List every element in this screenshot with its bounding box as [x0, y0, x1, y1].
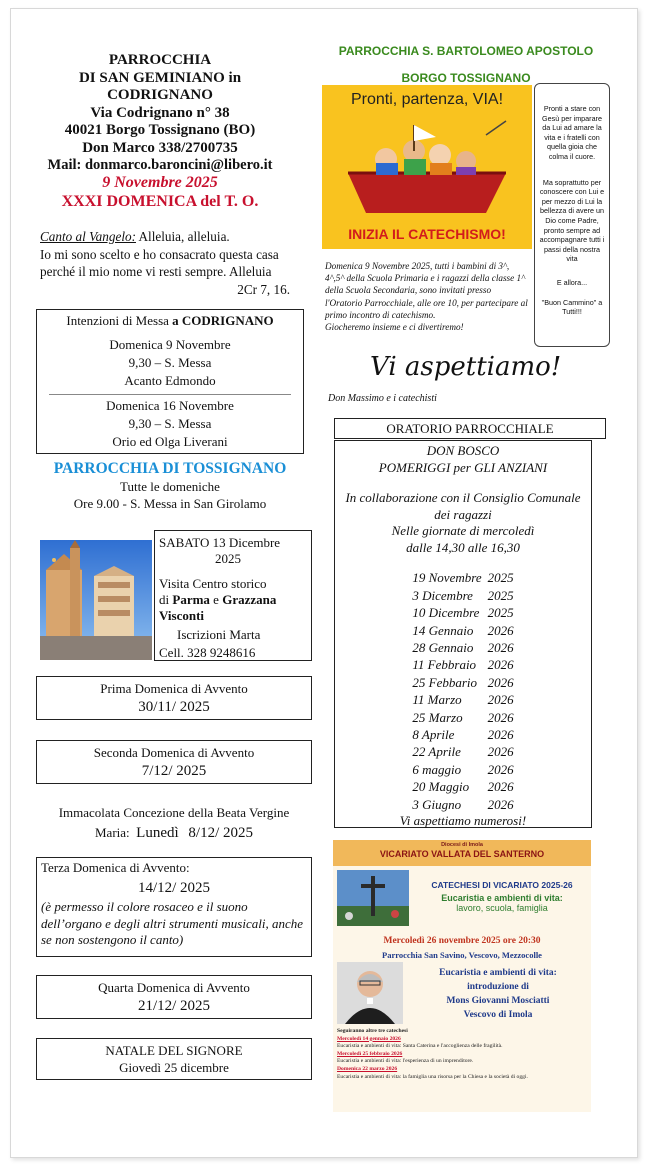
bulletin-date: 9 Novembre 2025	[102, 174, 218, 191]
catechesi-block	[415, 880, 589, 913]
oratorio-title: ORATORIO PARROCCHIALE	[334, 418, 606, 439]
terza-avvento-label: Terza Domenica di Avvento:	[41, 860, 190, 875]
date-cell: 25 Febbario	[412, 674, 478, 690]
quarta-avvento-label: Quarta Domenica di Avvento	[98, 980, 250, 995]
place-grazzana: Grazzana	[222, 592, 277, 607]
date-cell: 28 Gennaio	[412, 640, 474, 655]
table-row	[412, 640, 513, 657]
follow-date: Mercoledì 14 gennaio 2026	[337, 1035, 401, 1042]
prima-avvento-box	[36, 676, 312, 720]
terza-avvento-box	[36, 857, 312, 957]
sabato-year: 2025	[215, 551, 241, 566]
quarta-avvento-date: 21/12/ 2025	[137, 998, 211, 1014]
invite-text: Domenica 9 Novembre 2025, tutti i bambini di 3^, 4^,5^ della Scuola Primaria e i ragazzi della classe 1^ della Scuola Secondaria, sono invitati presso l'Oratorio Parrocchiale, alle ore 10, per partecipare al primo incontro di catechismo.	[325, 261, 528, 320]
place-visconti: Visconti	[159, 608, 205, 623]
date-cell: 8 Aprile	[412, 726, 455, 742]
year-cell: 2026	[487, 622, 514, 638]
catechesi-sub: Eucaristia e ambienti di vita:	[441, 893, 563, 903]
canto-ref: 2Cr 7, 16.	[237, 281, 290, 297]
sabato-e: e	[209, 592, 223, 607]
quarta-avvento-box	[36, 975, 312, 1019]
oratorio-line: In collaborazione con il Consiglio Comunale	[345, 490, 581, 505]
signature: Don Massimo e i catechisti	[328, 393, 437, 404]
seconda-avvento-date: 7/12/ 2025	[141, 763, 207, 779]
header-line: PARROCCHIA	[108, 52, 212, 68]
immacolata-date: 8/12/ 2025	[188, 825, 253, 841]
sabato-visit: Visita Centro storico	[159, 576, 267, 591]
header-line: 40021 Borgo Tossignano (BO)	[64, 122, 256, 138]
year-cell: 2026	[487, 796, 514, 812]
divider	[49, 394, 291, 395]
intenzione-time: 9,30 – S. Messa	[128, 355, 212, 370]
diocesi-label: Diocesi di Imola	[441, 842, 483, 848]
invite-text-2: Giocheremo insieme e ci divertiremo!	[325, 322, 464, 333]
year-cell: 2026	[487, 674, 514, 690]
date-cell: 6 maggio	[412, 761, 462, 777]
cross-photo	[337, 870, 409, 926]
table-row	[412, 570, 513, 587]
sabato-iscrizioni: Iscrizioni Marta	[177, 627, 261, 642]
catechesi-title: CATECHESI DI VICARIATO 2025-26	[431, 880, 573, 890]
catechismo-sidebox	[534, 83, 610, 347]
intenzione-time: 9,30 – S. Messa	[128, 416, 212, 431]
sabato-cell: Cell. 328 9248616	[159, 645, 256, 660]
date-cell: 25 Marzo	[412, 709, 463, 725]
oratorio-line: dalle 14,30 alle 16,30	[406, 539, 520, 555]
oratorio-closing: Vi aspettiamo numerosi!	[399, 813, 527, 829]
mail-address[interactable]: donmarco.baroncini@libero.it	[84, 157, 273, 173]
mail-label: Mail:	[47, 157, 82, 173]
canto-label: Canto al Vangelo:	[40, 229, 136, 244]
catechismo-poster	[322, 85, 532, 249]
intenzione-day: Domenica 9 Novembre	[109, 337, 231, 352]
event-line: Vescovo di Imola	[463, 1010, 533, 1020]
place-parma: Parma	[172, 592, 210, 607]
prima-avvento-label: Prima Domenica di Avvento	[100, 681, 248, 696]
oratorio-line: DON BOSCO	[426, 443, 500, 458]
year-cell: 2026	[487, 640, 514, 655]
side-text: E allora...	[556, 277, 588, 287]
year-cell: 2026	[487, 692, 514, 708]
follow-text: Eucaristia e ambienti di vita: Santa Caterina e l'accoglienza delle fragilità.	[337, 1043, 503, 1050]
boat-illustration	[336, 115, 518, 219]
terza-avvento-note: (è permesso il colore rosaceo e il suono dell’organo e degli altri strumenti musicali, anche se non sostengono il canto)	[41, 899, 304, 947]
immacolata-label: Immacolata Concezione della Beata Vergine	[58, 805, 290, 820]
oratorio-line: dei ragazzi	[434, 506, 492, 522]
follow-title: Seguiranno altre tre catechesi	[337, 1028, 408, 1034]
sabato-di: di	[159, 592, 173, 607]
vicariato-banner	[333, 840, 591, 866]
event-details	[405, 966, 591, 1022]
oratorio-line: POMERIGGI per GLI ANZIANI	[378, 459, 548, 475]
event-line: introduzione di	[467, 982, 529, 992]
mail-line	[40, 157, 280, 175]
terza-avvento-date: 14/12/ 2025	[137, 879, 211, 896]
date-cell: 3 Dicembre	[412, 587, 473, 603]
tossignano-title: PARROCCHIA DI TOSSIGNANO	[53, 460, 287, 477]
table-row	[412, 761, 513, 778]
table-row	[412, 796, 513, 813]
intenzioni-title	[37, 312, 303, 330]
table-row	[412, 744, 513, 761]
date-cell: 22 Aprile	[412, 744, 461, 760]
intenzione-name: Orio ed Olga Liverani	[112, 434, 228, 449]
parma-cathedral-photo	[40, 540, 152, 660]
intenzione-name: Acanto Edmondo	[124, 373, 216, 388]
sabato-box	[154, 530, 312, 661]
year-cell: 2025	[487, 587, 514, 603]
intenzione-day: Domenica 16 Novembre	[106, 398, 234, 413]
table-row	[412, 622, 513, 639]
date-cell: 11 Marzo	[412, 692, 462, 708]
event-place: Parrocchia San Savino, Vescovo, Mezzocolle	[382, 950, 542, 960]
event-line: Eucaristia e ambienti di vita:	[439, 968, 557, 978]
table-row	[412, 692, 513, 709]
year-cell: 2026	[487, 761, 514, 777]
catechismo-invite	[325, 260, 530, 333]
date-cell: 19 Novembre	[412, 570, 482, 586]
tossignano-block	[36, 460, 304, 512]
date-cell: 14 Gennaio	[412, 622, 474, 638]
year-cell: 2025	[487, 605, 514, 621]
follow-date: Mercoledì 25 febbraio 2026	[337, 1050, 403, 1057]
oratorio-line: Nelle giornate di mercoledì	[391, 523, 535, 538]
table-row	[412, 587, 513, 604]
header-line: Via Codrignano n° 38	[90, 104, 230, 121]
tossignano-line: Ore 9.00 - S. Messa in San Girolamo	[73, 496, 267, 511]
date-cell: 10 Dicembre	[412, 605, 480, 621]
oratorio-dates	[412, 570, 513, 813]
table-row	[412, 657, 513, 674]
header-line: DI SAN GEMINIANO in CODRIGNANO	[78, 69, 242, 103]
year-cell: 2026	[487, 726, 514, 742]
immacolata-block	[36, 803, 312, 843]
catechismo-parish: PARROCCHIA S. BARTOLOMEO APOSTOLO	[338, 44, 594, 58]
year-cell: 2026	[487, 779, 514, 795]
catechismo-town: BORGO TOSSIGNANO	[401, 71, 531, 85]
table-row	[412, 605, 513, 622]
table-row	[412, 779, 513, 796]
year-cell: 2026	[487, 744, 514, 760]
sabato-date: SABATO 13 Dicembre	[159, 535, 281, 550]
natale-box	[36, 1038, 312, 1080]
natale-label: NATALE DEL SIGNORE	[105, 1043, 243, 1058]
year-cell: 2026	[487, 657, 514, 673]
side-text: "Buon Cammino" a Tutti!!!	[541, 297, 603, 317]
bishop-photo	[337, 962, 403, 1024]
header-line: Don Marco 338/2700735	[82, 139, 238, 156]
date-cell: 11 Febbraio	[412, 657, 477, 673]
tossignano-line: Tutte le domeniche	[120, 479, 220, 494]
follow-list	[337, 1028, 587, 1081]
event-date: Mercoledì 26 novembre 2025 ore 20:30	[383, 936, 541, 946]
intenzioni-title-bold: a CODRIGNANO	[172, 313, 274, 328]
follow-text: Eucaristia e ambienti di vita: l'esperienza di un imprenditore.	[337, 1058, 474, 1065]
immacolata-maria: Maria:	[95, 825, 130, 840]
vicariato-flyer	[333, 840, 591, 1112]
liturgical-sunday: XXXI DOMENICA del T. O.	[61, 193, 259, 210]
intenzioni-box	[36, 309, 304, 454]
follow-date: Domenica 22 marzo 2026	[337, 1065, 398, 1072]
prima-avvento-date: 30/11/ 2025	[138, 699, 210, 715]
seconda-avvento-label: Seconda Domenica di Avvento	[93, 745, 255, 760]
canto-first: Alleluia, alleluia.	[135, 229, 230, 244]
poster-banner: INIZIA IL CATECHISMO!	[322, 219, 532, 249]
vicariato-title: VICARIATO VALLATA DEL SANTERNO	[379, 849, 545, 859]
parish-header	[40, 52, 280, 175]
natale-date: Giovedì 25 dicembre	[119, 1060, 229, 1075]
year-cell: 2025	[487, 570, 514, 586]
table-row	[412, 674, 513, 691]
follow-text: Eucaristia e ambienti di vita: la famiglia una risorsa per la Chiesa e la società di oggi.	[337, 1073, 528, 1080]
table-row	[412, 709, 513, 726]
side-text: Pronti a stare con Gesù per imparare da Lui ad amare la vita e i fratelli con quella gioia che colma il cuore.	[542, 104, 602, 161]
oratorio-box	[334, 440, 592, 828]
year-cell: 2026	[487, 709, 514, 725]
catechesi-sub: lavoro, scuola, famiglia	[456, 903, 548, 913]
event-line: Mons Giovanni Mosciatti	[446, 996, 550, 1006]
poster-title: Pronti, partenza, VIA!	[350, 91, 504, 108]
date-cell: 3 Giugno	[412, 796, 462, 812]
slogan: Vi aspettiamo!	[370, 352, 562, 382]
date-cell: 20 Maggio	[412, 779, 470, 795]
intenzioni-title-pre: Intenzioni di Messa	[66, 313, 173, 328]
table-row	[412, 727, 513, 744]
sabato-places	[159, 592, 311, 608]
immacolata-date-line	[36, 823, 312, 843]
seconda-avvento-box	[36, 740, 312, 784]
immacolata-day: Lunedì	[136, 825, 179, 841]
canto-text: Io mi sono scelto e ho consacrato questa casa perché il mio nome vi resti sempre. Alleluia	[40, 246, 279, 279]
canto-vangelo	[40, 228, 302, 298]
side-text: Ma soprattutto per conoscere con Lui e per mezzo di Lui la bellezza di avere un Dio come Padre, pronto sempre ad accompagnare tutti i passi della nostra vita	[539, 177, 605, 264]
